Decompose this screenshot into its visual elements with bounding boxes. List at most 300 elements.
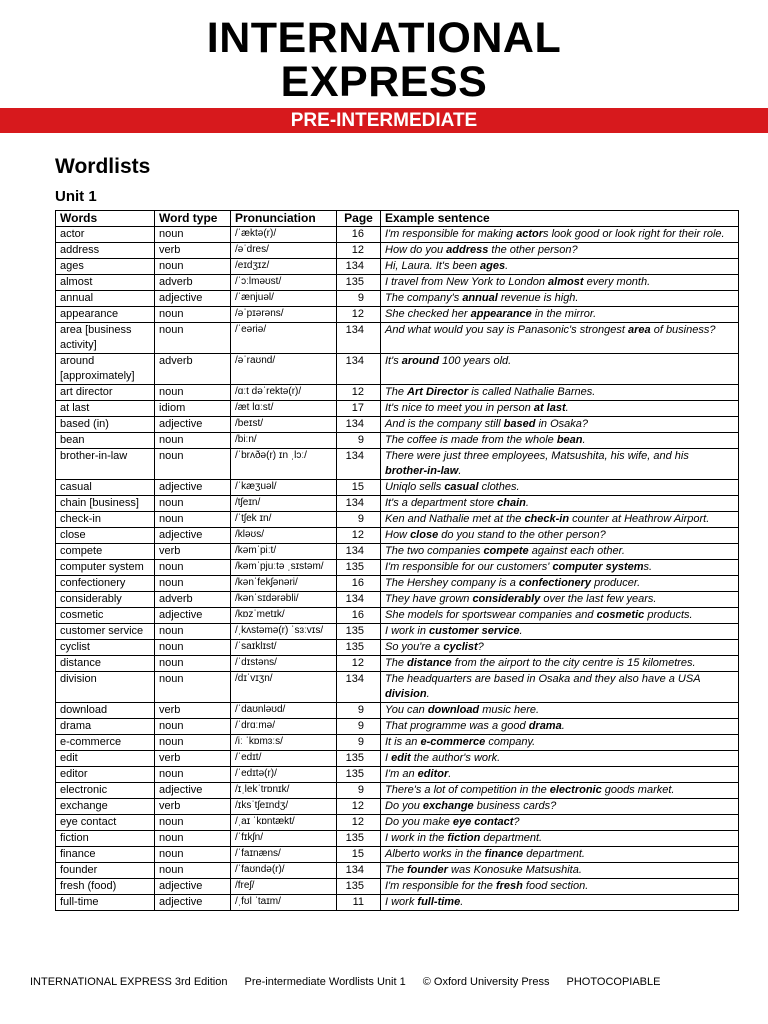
example-text: She models for sportswear companies and (385, 609, 597, 621)
cell-pron: /əˈpɪərəns/ (231, 307, 337, 323)
cell-page: 17 (337, 401, 381, 417)
cell-example (381, 672, 739, 703)
example-keyword: e-commerce (420, 736, 486, 748)
cell-word: computer system (56, 560, 155, 576)
unit-heading: Unit 1 (55, 188, 97, 205)
cell-example (381, 656, 739, 672)
cell-pron: /ˌaɪ ˈkɒntækt/ (231, 815, 337, 831)
table-row (56, 323, 739, 354)
cell-example (381, 496, 739, 512)
cell-pron: /dɪˈvɪʒn/ (231, 672, 337, 703)
example-text: food section. (522, 880, 589, 892)
wordlist-table (55, 210, 739, 911)
cell-page: 135 (337, 879, 381, 895)
example-text: The two companies (385, 545, 484, 557)
cell-pron: /əˈdres/ (231, 243, 337, 259)
cell-example (381, 751, 739, 767)
example-keyword: confectionery (518, 577, 592, 589)
footer-copyright: © Oxford University Press (422, 976, 550, 988)
example-text: counter at Heathrow Airport. (569, 513, 710, 525)
cell-type: adjective (155, 528, 231, 544)
cell-page: 11 (337, 895, 381, 911)
example-text: The coffee is made from the whole (385, 434, 557, 446)
cell-word: eye contact (56, 815, 155, 831)
example-text: the author's work. (410, 752, 501, 764)
example-text: That programme was a good (385, 720, 529, 732)
cell-type: noun (155, 560, 231, 576)
table-row (56, 719, 739, 735)
cell-example (381, 307, 739, 323)
example-keyword: computer system (552, 561, 644, 573)
example-text: . (448, 768, 452, 780)
example-keyword: based (503, 418, 536, 430)
example-text: The (385, 657, 408, 669)
cell-word: distance (56, 656, 155, 672)
cell-example (381, 847, 739, 863)
brand-logo (0, 16, 768, 104)
cell-example (381, 243, 739, 259)
cell-word: chain [business] (56, 496, 155, 512)
cell-type: noun (155, 863, 231, 879)
example-text: Alberto works in the (385, 848, 485, 860)
cell-example (381, 259, 739, 275)
cell-example (381, 703, 739, 719)
cell-pron: /ˈdrɑːmə/ (231, 719, 337, 735)
table-row (56, 354, 739, 385)
cell-example (381, 576, 739, 592)
cell-pron: /əˈraʊnd/ (231, 354, 337, 385)
cell-page: 134 (337, 592, 381, 608)
example-text: The headquarters are based in Osaka and they also have a USA (385, 673, 701, 685)
table-header-row (56, 211, 739, 227)
cell-word: finance (56, 847, 155, 863)
example-keyword: exchange (422, 800, 474, 812)
cell-example (381, 323, 739, 354)
example-keyword: customer service (429, 625, 520, 637)
cell-page: 134 (337, 417, 381, 433)
cell-word: e-commerce (56, 735, 155, 751)
table-row (56, 656, 739, 672)
cell-example (381, 640, 739, 656)
cell-word: bean (56, 433, 155, 449)
cell-page: 134 (337, 496, 381, 512)
cell-type: adjective (155, 291, 231, 307)
cell-example (381, 401, 739, 417)
cell-pron: /tʃeɪn/ (231, 496, 337, 512)
cell-pron: /iː ˈkɒmɜːs/ (231, 735, 337, 751)
cell-word: division (56, 672, 155, 703)
example-text: I work in the (385, 832, 448, 844)
example-text: company. (485, 736, 536, 748)
footer (30, 976, 750, 988)
example-keyword: almost (548, 276, 584, 288)
example-text: ? (477, 641, 484, 653)
table-row (56, 449, 739, 480)
example-keyword: cyclist (443, 641, 478, 653)
footer-edition: INTERNATIONAL EXPRESS 3rd Edition (30, 976, 228, 988)
cell-type: adjective (155, 783, 231, 799)
example-keyword: ages (480, 260, 506, 272)
table-row (56, 895, 739, 911)
cell-type: noun (155, 307, 231, 323)
cell-type: adverb (155, 354, 231, 385)
cell-type: adjective (155, 417, 231, 433)
example-text: do you stand to the other person? (438, 529, 606, 541)
cell-example (381, 275, 739, 291)
cell-pron: /æt lɑːst/ (231, 401, 337, 417)
example-keyword: finance (484, 848, 524, 860)
cell-page: 135 (337, 624, 381, 640)
example-text: . (426, 688, 430, 700)
cell-type: noun (155, 815, 231, 831)
cell-word: based (in) (56, 417, 155, 433)
example-text: . (460, 896, 464, 908)
cell-page: 9 (337, 291, 381, 307)
example-text: Hi, Laura. It's been (385, 260, 481, 272)
example-text: ? (513, 816, 520, 828)
example-text: There were just three employees, Matsushita, his wife, and his (385, 450, 689, 462)
cell-type: noun (155, 672, 231, 703)
cell-pron: /ˌfʊl ˈtaɪm/ (231, 895, 337, 911)
table-row (56, 512, 739, 528)
example-text: s. (643, 561, 653, 573)
cell-word: compete (56, 544, 155, 560)
cell-pron: /ˈbrʌðə(r) ɪn ˌlɔː/ (231, 449, 337, 480)
example-keyword: around (401, 355, 440, 367)
example-text: So you're a (385, 641, 444, 653)
cell-pron: /ˈedɪtə(r)/ (231, 767, 337, 783)
example-keyword: actor (516, 228, 544, 240)
example-text: . (582, 434, 586, 446)
example-keyword: Art Director (407, 386, 469, 398)
example-text: producer. (591, 577, 641, 589)
example-text: The (385, 386, 408, 398)
cell-page: 134 (337, 259, 381, 275)
example-keyword: drama (528, 720, 562, 732)
example-text: was Konosuke Matsushita. (447, 864, 582, 876)
cell-example (381, 385, 739, 401)
cell-type: noun (155, 323, 231, 354)
example-keyword: area (628, 324, 651, 336)
cell-word: art director (56, 385, 155, 401)
example-keyword: download (427, 704, 480, 716)
cell-pron: /ˈdaʊnləʊd/ (231, 703, 337, 719)
example-keyword: brother-in-law (385, 465, 459, 477)
table-row (56, 417, 739, 433)
cell-type: adverb (155, 592, 231, 608)
cell-word: annual (56, 291, 155, 307)
example-text: I'm responsible for our customers' (385, 561, 553, 573)
cell-example (381, 417, 739, 433)
footer-note: PHOTOCOPIABLE (566, 976, 661, 988)
cell-pron: /eɪdʒɪz/ (231, 259, 337, 275)
cell-type: noun (155, 449, 231, 480)
cell-word: area [business activity] (56, 323, 155, 354)
cell-example (381, 624, 739, 640)
example-text: clothes. (478, 481, 520, 493)
cell-word: fresh (food) (56, 879, 155, 895)
example-text: 100 years old. (439, 355, 512, 367)
table-row (56, 767, 739, 783)
table-row (56, 831, 739, 847)
cell-type: verb (155, 544, 231, 560)
cell-word: download (56, 703, 155, 719)
cell-pron: /kəmˈpjuːtə ˌsɪstəm/ (231, 560, 337, 576)
table-row (56, 433, 739, 449)
cell-page: 12 (337, 385, 381, 401)
table-row (56, 528, 739, 544)
table-row (56, 401, 739, 417)
cell-word: brother-in-law (56, 449, 155, 480)
cell-pron: /ˈfaɪnæns/ (231, 847, 337, 863)
cell-type: noun (155, 496, 231, 512)
example-text: Do you make (385, 816, 453, 828)
cell-word: close (56, 528, 155, 544)
cell-type: adjective (155, 480, 231, 496)
cell-word: cyclist (56, 640, 155, 656)
example-text: And is the company still (385, 418, 504, 430)
cell-page: 135 (337, 560, 381, 576)
example-keyword: full-time (417, 896, 461, 908)
example-text: the other person? (488, 244, 578, 256)
cell-pron: /ˈeəriə/ (231, 323, 337, 354)
cell-word: actor (56, 227, 155, 243)
cell-type: verb (155, 243, 231, 259)
cell-type: noun (155, 831, 231, 847)
table-row (56, 480, 739, 496)
example-keyword: founder (407, 864, 448, 876)
cell-example (381, 815, 739, 831)
example-keyword: fiction (447, 832, 481, 844)
cell-page: 135 (337, 831, 381, 847)
example-text: against each other. (528, 545, 625, 557)
example-keyword: check-in (524, 513, 570, 525)
example-text: is called Nathalie Barnes. (468, 386, 596, 398)
example-text: every month. (583, 276, 651, 288)
footer-doc: Pre-intermediate Wordlists Unit 1 (244, 976, 406, 988)
example-keyword: compete (483, 545, 529, 557)
cell-word: exchange (56, 799, 155, 815)
cell-page: 9 (337, 783, 381, 799)
example-text: department. (523, 848, 585, 860)
example-text: . (525, 497, 529, 509)
col-example: Example sentence (381, 211, 739, 227)
cell-page: 15 (337, 847, 381, 863)
cell-pron: /kləʊs/ (231, 528, 337, 544)
table-row (56, 672, 739, 703)
cell-word: fiction (56, 831, 155, 847)
cell-word: electronic (56, 783, 155, 799)
cell-example (381, 560, 739, 576)
example-keyword: close (410, 529, 439, 541)
example-keyword: electronic (549, 784, 602, 796)
cell-pron: /ˈænjuəl/ (231, 291, 337, 307)
example-text: You can (385, 704, 428, 716)
example-keyword: edit (391, 752, 411, 764)
cell-word: almost (56, 275, 155, 291)
cell-type: noun (155, 512, 231, 528)
cell-type: noun (155, 259, 231, 275)
example-keyword: cosmetic (596, 609, 645, 621)
example-text: I travel from New York to London (385, 276, 549, 288)
cell-page: 16 (337, 608, 381, 624)
table-row (56, 624, 739, 640)
cell-word: casual (56, 480, 155, 496)
col-pronunciation: Pronunciation (231, 211, 337, 227)
cell-type: noun (155, 640, 231, 656)
cell-page: 9 (337, 433, 381, 449)
example-keyword: division (385, 688, 427, 700)
cell-word: cosmetic (56, 608, 155, 624)
example-text: music here. (479, 704, 540, 716)
table-body (56, 227, 739, 911)
cell-pron: /ˈæktə(r)/ (231, 227, 337, 243)
cell-page: 16 (337, 576, 381, 592)
brand-line-2: EXPRESS (280, 58, 488, 106)
example-text: Ken and Nathalie met at the (385, 513, 525, 525)
example-keyword: distance (407, 657, 452, 669)
table-row (56, 275, 739, 291)
example-text: The company's (385, 292, 463, 304)
example-text: It's a department store (385, 497, 498, 509)
example-text: in the mirror. (531, 308, 597, 320)
table-row (56, 227, 739, 243)
example-text: She checked her (385, 308, 471, 320)
cell-page: 134 (337, 672, 381, 703)
cell-example (381, 799, 739, 815)
level-banner: PRE-INTERMEDIATE (0, 108, 768, 133)
cell-word: drama (56, 719, 155, 735)
example-keyword: annual (462, 292, 498, 304)
cell-example (381, 291, 739, 307)
example-text: I'm an (385, 768, 418, 780)
cell-pron: /ˈtʃek ɪn/ (231, 512, 337, 528)
cell-example (381, 767, 739, 783)
example-text: from the airport to the city centre is 15 kilometres. (451, 657, 696, 669)
cell-pron: /ɪˌlekˈtrɒnɪk/ (231, 783, 337, 799)
table-row (56, 496, 739, 512)
table-row (56, 544, 739, 560)
example-text: It's nice to meet you in person (385, 402, 534, 414)
cell-type: noun (155, 385, 231, 401)
cell-example (381, 719, 739, 735)
table-row (56, 879, 739, 895)
cell-pron: /ˈkæʒuəl/ (231, 480, 337, 496)
table-row (56, 799, 739, 815)
cell-page: 12 (337, 528, 381, 544)
cell-word: confectionery (56, 576, 155, 592)
cell-page: 12 (337, 799, 381, 815)
cell-type: verb (155, 799, 231, 815)
cell-page: 134 (337, 863, 381, 879)
cell-word: check-in (56, 512, 155, 528)
example-text: The (385, 864, 408, 876)
cell-type: noun (155, 719, 231, 735)
cell-example (381, 354, 739, 385)
cell-page: 12 (337, 815, 381, 831)
example-text: of business? (650, 324, 716, 336)
example-text: It is an (385, 736, 421, 748)
cell-type: noun (155, 735, 231, 751)
cell-pron: /freʃ/ (231, 879, 337, 895)
cell-word: editor (56, 767, 155, 783)
example-text: I work in (385, 625, 430, 637)
table-row (56, 847, 739, 863)
cell-type: noun (155, 624, 231, 640)
example-text: . (561, 720, 565, 732)
cell-page: 15 (337, 480, 381, 496)
example-keyword: editor (417, 768, 449, 780)
col-page: Page (337, 211, 381, 227)
cell-page: 134 (337, 323, 381, 354)
example-text: business cards? (473, 800, 557, 812)
table-row (56, 703, 739, 719)
cell-type: noun (155, 227, 231, 243)
cell-example (381, 592, 739, 608)
table-row (56, 560, 739, 576)
cell-example (381, 863, 739, 879)
cell-example (381, 831, 739, 847)
cell-type: noun (155, 767, 231, 783)
example-text: . (565, 402, 569, 414)
example-text: It's (385, 355, 402, 367)
cell-example (381, 449, 739, 480)
cell-pron: /kəmˈpiːt/ (231, 544, 337, 560)
cell-example (381, 608, 739, 624)
cell-pron: /ˈfaʊndə(r)/ (231, 863, 337, 879)
cell-pron: /ˈsaɪklɪst/ (231, 640, 337, 656)
table-row (56, 735, 739, 751)
example-text: revenue is high. (497, 292, 579, 304)
cell-type: noun (155, 656, 231, 672)
cell-type: adjective (155, 895, 231, 911)
cell-word: edit (56, 751, 155, 767)
table-row (56, 640, 739, 656)
cell-example (381, 895, 739, 911)
cell-page: 135 (337, 767, 381, 783)
table-row (56, 243, 739, 259)
example-text: goods market. (601, 784, 675, 796)
cell-type: verb (155, 703, 231, 719)
example-keyword: considerably (472, 593, 541, 605)
cell-page: 9 (337, 719, 381, 735)
cell-pron: /ˌkʌstəmə(r) ˈsɜːvɪs/ (231, 624, 337, 640)
example-text: over the last few years. (540, 593, 657, 605)
cell-pron: /beɪst/ (231, 417, 337, 433)
example-text: Do you (385, 800, 423, 812)
example-text: How do you (385, 244, 447, 256)
cell-word: around [approximately] (56, 354, 155, 385)
cell-example (381, 512, 739, 528)
cell-example (381, 879, 739, 895)
cell-page: 135 (337, 275, 381, 291)
cell-page: 9 (337, 735, 381, 751)
example-text: . (519, 625, 523, 637)
cell-pron: /kənˈsɪdərəbli/ (231, 592, 337, 608)
example-text: How (385, 529, 411, 541)
example-text: s look good or look right for their role. (543, 228, 725, 240)
cell-type: idiom (155, 401, 231, 417)
table-row (56, 863, 739, 879)
example-keyword: casual (444, 481, 479, 493)
example-text: department. (480, 832, 543, 844)
table-row (56, 385, 739, 401)
table-row (56, 291, 739, 307)
cell-type: adverb (155, 275, 231, 291)
cell-example (381, 433, 739, 449)
cell-pron: /ˈdɪstəns/ (231, 656, 337, 672)
cell-pron: /kɒzˈmetɪk/ (231, 608, 337, 624)
